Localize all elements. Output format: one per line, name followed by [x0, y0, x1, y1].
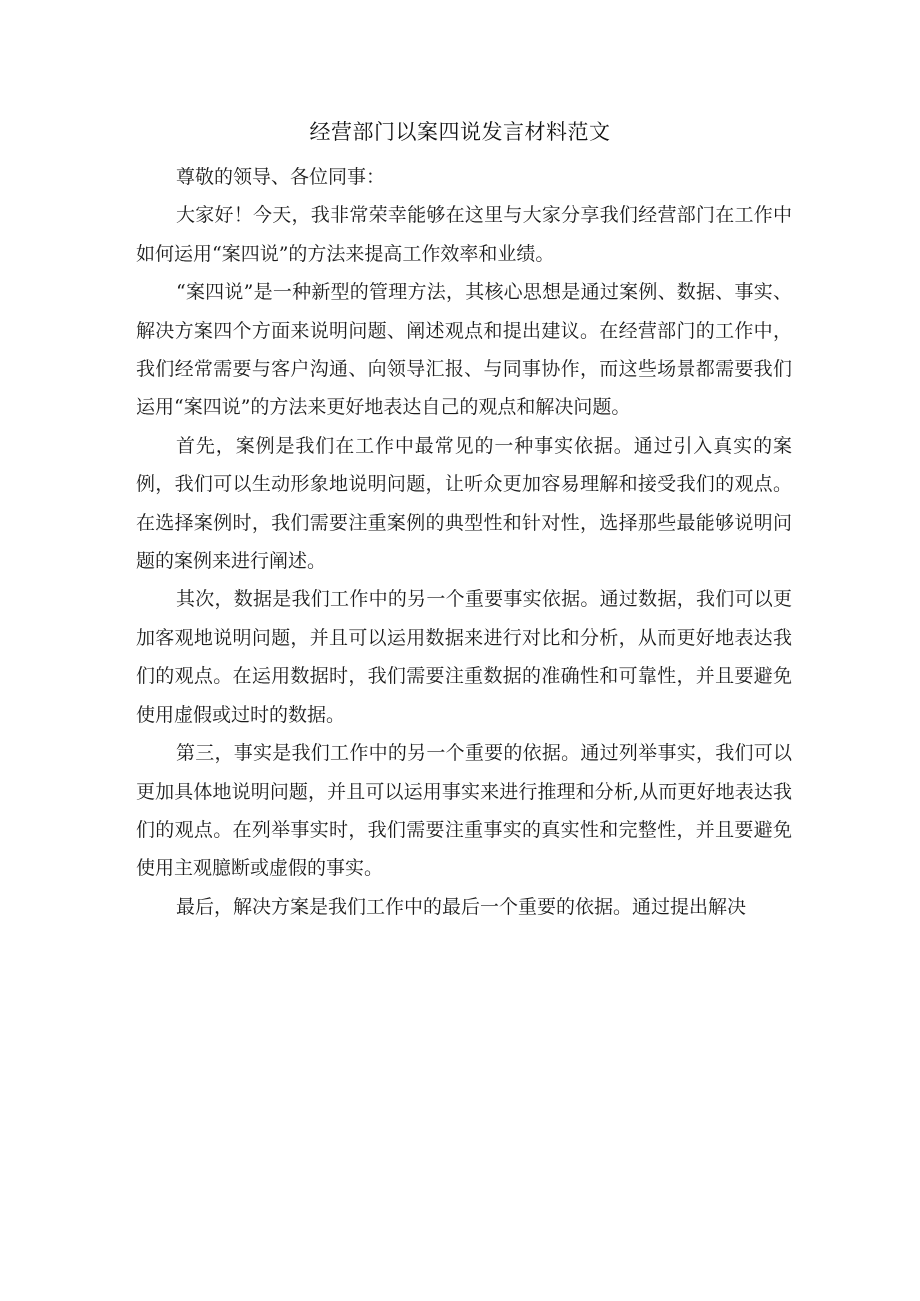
paragraph-data: 其次，数据是我们工作中的另一个重要事实依据。通过数据，我们可以更加客观地说明问题，并且可以运用数据来进行对比和分析，从而更好地表达我们的观点。在运用数据时，我们需要注重数据的准确性和可靠性，并且要避免使用虚假或过时的数据。 — [136, 588, 792, 726]
paragraph-solutions: 最后，解决方案是我们工作中的最后一个重要的依据。通过提出解决 — [176, 895, 747, 918]
paragraph-method-intro: “案四说”是一种新型的管理方法，其核心思想是通过案例、数据、事实、解决方案四个方面来说明问题、阐述观点和提出建议。在经营部门的工作中，我们经常需要与客户沟通、向领导汇报、与同事协作，而这些场景都需要我们运用“案四说”的方法来更好地表达自己的观点和解决问题。 — [136, 281, 792, 419]
paragraph-facts: 第三，事实是我们工作中的另一个重要的依据。通过列举事实，我们可以更加具体地说明问题，并且可以运用事实来进行推理和分析,从而更好地表达我们的观点。在列举事实时，我们需要注重事实的真实性和完整性，并且要避免使用主观臆断或虚假的事实。 — [136, 742, 792, 880]
document-title: 经营部门以案四说发言材料范文 — [309, 120, 611, 144]
paragraph-cases: 首先，案例是我们在工作中最常见的一种事实依据。通过引入真实的案例，我们可以生动形象地说明问题，让听众更加容易理解和接受我们的观点。在选择案例时，我们需要注重案例的典型性和针对性，选择那些最能够说明问题的案例来进行阐述。 — [136, 434, 792, 573]
document-body — [136, 158, 792, 926]
paragraph-greeting: 大家好！今天，我非常荣幸能够在这里与大家分享我们经营部门在工作中如何运用“案四说”的方法来提高工作效率和业绩。 — [136, 204, 792, 265]
salutation: 尊敬的领导、各位同事： — [176, 166, 386, 188]
